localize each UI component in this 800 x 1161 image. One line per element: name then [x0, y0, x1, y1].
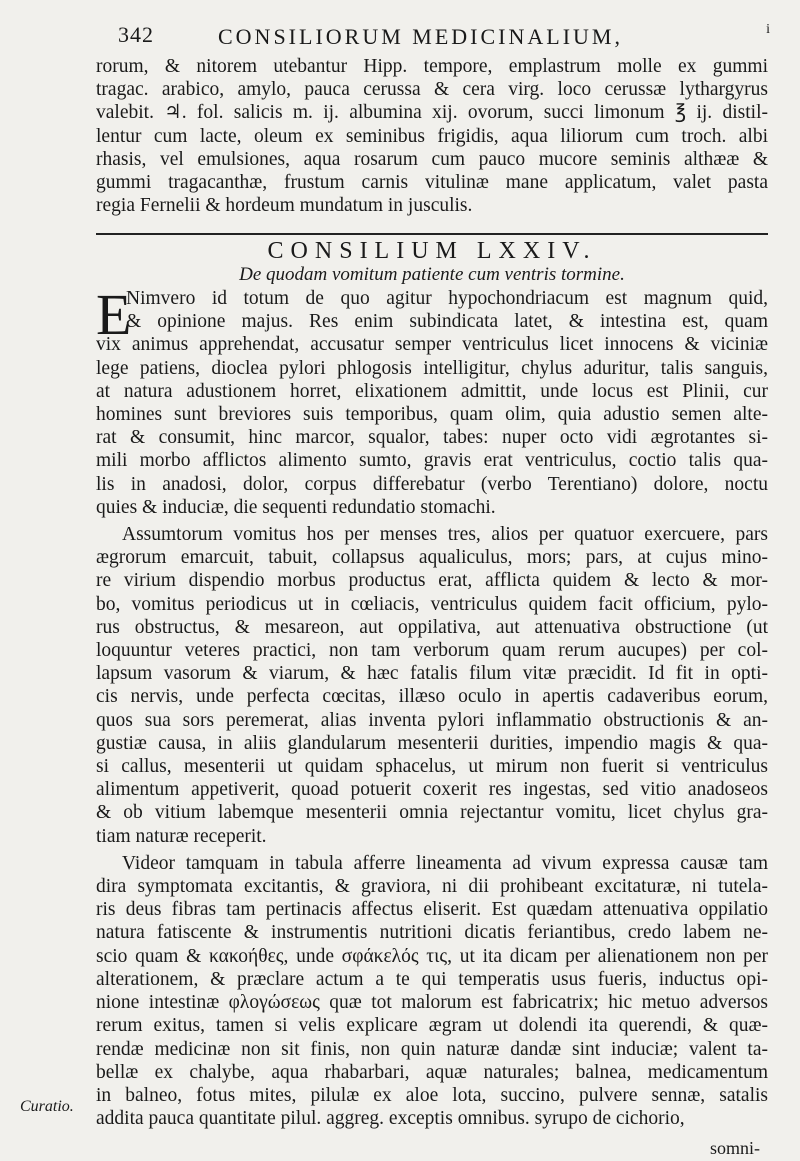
text-line: rendæ medicinæ non sit finis, non quin naturæ dandæ sint induciæ; valent ta- — [96, 1038, 768, 1060]
paragraph-3 — [96, 852, 768, 1130]
text-line: alterationem, & præclare actum a te qui temperatis usus fueris, inductus opi- — [96, 968, 768, 990]
text-line: Nimvero id totum de quo agitur hypochondriacum est magnum quid, — [126, 288, 768, 309]
text-line: ris deus fibras tam pertinacis affectus eliserit. Est quædam attenuativa oppilatio — [96, 899, 768, 921]
text-line: vix animus apprehendat, accusatur semper ventriculus licet innocens & viciniæ — [96, 334, 768, 356]
text-line: homines sunt breviores suis temporibus, quam olim, quia adustio semen alte- — [96, 404, 768, 426]
text-line: lis in anadosi, dolor, corpus differebatur (verbo Terentiano) dolore, noctu — [96, 473, 768, 495]
text-line: rhasis, vel emulsiones, aqua rosarum cum pauco mucore seminis althææ & — [96, 148, 768, 170]
paragraph-1 — [96, 282, 768, 519]
catchword: somni- — [709, 1138, 760, 1158]
text-line: mili morbo afflictos alimento sumto, gravis erat ventriculus, coctio talis qua- — [96, 450, 768, 472]
text-line: natura fatiscente & instrumentis nutritioni dicatis feriantibus, credo labem ne- — [96, 922, 768, 944]
text-line: quies & induciæ, die sequenti redundatio stomachi. — [96, 496, 496, 518]
margin-note: Curatio. — [20, 1098, 74, 1115]
text-line: cis nervis, unde perfecta cœcitas, illæso oculo in apertis cadaveribus eorum, — [96, 686, 768, 708]
text-line: si callus, mesenterii ut quidam sphacelus, ut mirum non fuerit si ventriculus — [96, 756, 768, 778]
consilium-body — [96, 282, 768, 1130]
continued-paragraph — [96, 55, 768, 217]
consilium-subtitle: De quodam vomitum patiente cum ventris tormine. — [239, 264, 625, 285]
drop-cap: E — [96, 282, 132, 347]
text-line: Videor tamquam in tabula afferre lineamenta ad vivum expressa causæ tam — [122, 852, 768, 874]
text-line: alimentum appetiverit, quoad potuerit coxerit res ingestas, sed vitio anadoseos — [96, 779, 768, 801]
text-line: addita pauca quantitate pilul. aggreg. exceptis omnibus. syrupo de cichorio, — [96, 1108, 685, 1130]
text-line: rat & consumit, hinc marcor, squalor, tabes: nuper octo vidi ægrotantes si- — [96, 427, 768, 449]
text-line: rus obstructus, & mesareon, aut oppilativa, aut attenuativa obstructione (ut — [96, 616, 768, 638]
page-number: 342 — [118, 22, 154, 47]
text-line: gummi tragacanthæ, frustum carnis vitulinæ mane applicatum, valet pasta — [96, 172, 768, 194]
text-line: tragac. arabico, amylo, pauca cerussa & cera virg. loco cerussæ lythargyrus — [96, 79, 768, 101]
text-line: regia Fernelii & hordeum mundatum in jusculis. — [96, 195, 473, 217]
text-line: tiam naturæ receperit. — [96, 825, 267, 847]
header-mark: i — [766, 22, 770, 37]
text-line: lentur cum lacte, oleum ex seminibus frigidis, aqua liliorum cum troch. albi — [96, 125, 768, 147]
text-line: lapsum vasorum & viarum, & hæc fatalis filum vitæ præcidit. Id fit in opti- — [96, 663, 768, 685]
text-line: quos sua sors peremerat, alias inventa pylori inflammatio obstructionis & an- — [96, 709, 768, 731]
text-line: rerum exitus, tamen si velis explicare ægram ut dolendi ita querendi, & quæ- — [96, 1015, 768, 1037]
text-line: loquuntur veteres practici, non tam verborum quam rerum aucupes) per col- — [96, 640, 768, 662]
text-line: rorum, & nitorem utebantur Hipp. tempore, emplastrum molle ex gummi — [96, 56, 768, 77]
text-line: gustiæ causa, in aliis glandularum mesenterii durities, impendio magis & qua- — [96, 732, 768, 754]
text-line: dira symptomata excitantis, & graviora, ni dii prohibeant excitaturæ, ni tutela- — [96, 876, 768, 898]
text-line: at natura adustionem horret, elixationem admittit, unde locus est Plinii, cur — [96, 380, 768, 402]
text-line: & opinione majus. Res enim subindicata latet, & intestina est, quam — [126, 311, 768, 333]
text-line: Assumtorum vomitus hos per menses tres, alios per quatuor exercuere, pars — [122, 524, 768, 546]
text-line: re virium dispendio morbus productus erat, afflicta quidem & lecto & mor- — [96, 570, 768, 592]
page-header — [118, 22, 770, 52]
continued-text-block — [96, 55, 768, 217]
text-line: & ob vitium labemque mesenterii omnia rejectantur vomitu, licet chylus gra- — [96, 802, 768, 824]
text-line: valebit. ♃. fol. salicis m. ij. albumina xij. ovorum, succi limonum ℥ ij. distil- — [96, 102, 768, 124]
consilium-heading: CONSILIUM LXXIV. — [267, 238, 597, 264]
section-divider — [96, 233, 768, 235]
text-line: bo, vomitus periodicus ut in cœliacis, ventriculus quidem facit officium, pylo- — [96, 593, 768, 615]
text-line: scio quam & κακοήθες, unde σφάκελός τις, ut ita dicam per alienationem non per — [96, 945, 768, 967]
text-line: in balneo, fotus mites, pilulæ ex aloe lota, succino, pulvere sennæ, satalis — [96, 1084, 768, 1106]
running-title: CONSILIORUM MEDICINALIUM, — [218, 24, 623, 49]
text-line: bellæ ex chalybe, aqua rhabarbari, aquæ naturales; balnea, medicamentum — [96, 1061, 768, 1083]
text-line: ægrorum emarcuit, tabuit, collapsus aqualiculus, mors; pars, at cujus mino- — [96, 547, 768, 569]
paragraph-2 — [96, 523, 768, 848]
text-line: lege patiens, dioclea pylori phlogosis intelligitur, chylus aduritur, talis sanguis, — [96, 357, 768, 379]
text-line: nione intestinæ φλογώσεως quæ tot malorum est fabricatrix; hic metuo adversos — [96, 992, 768, 1014]
